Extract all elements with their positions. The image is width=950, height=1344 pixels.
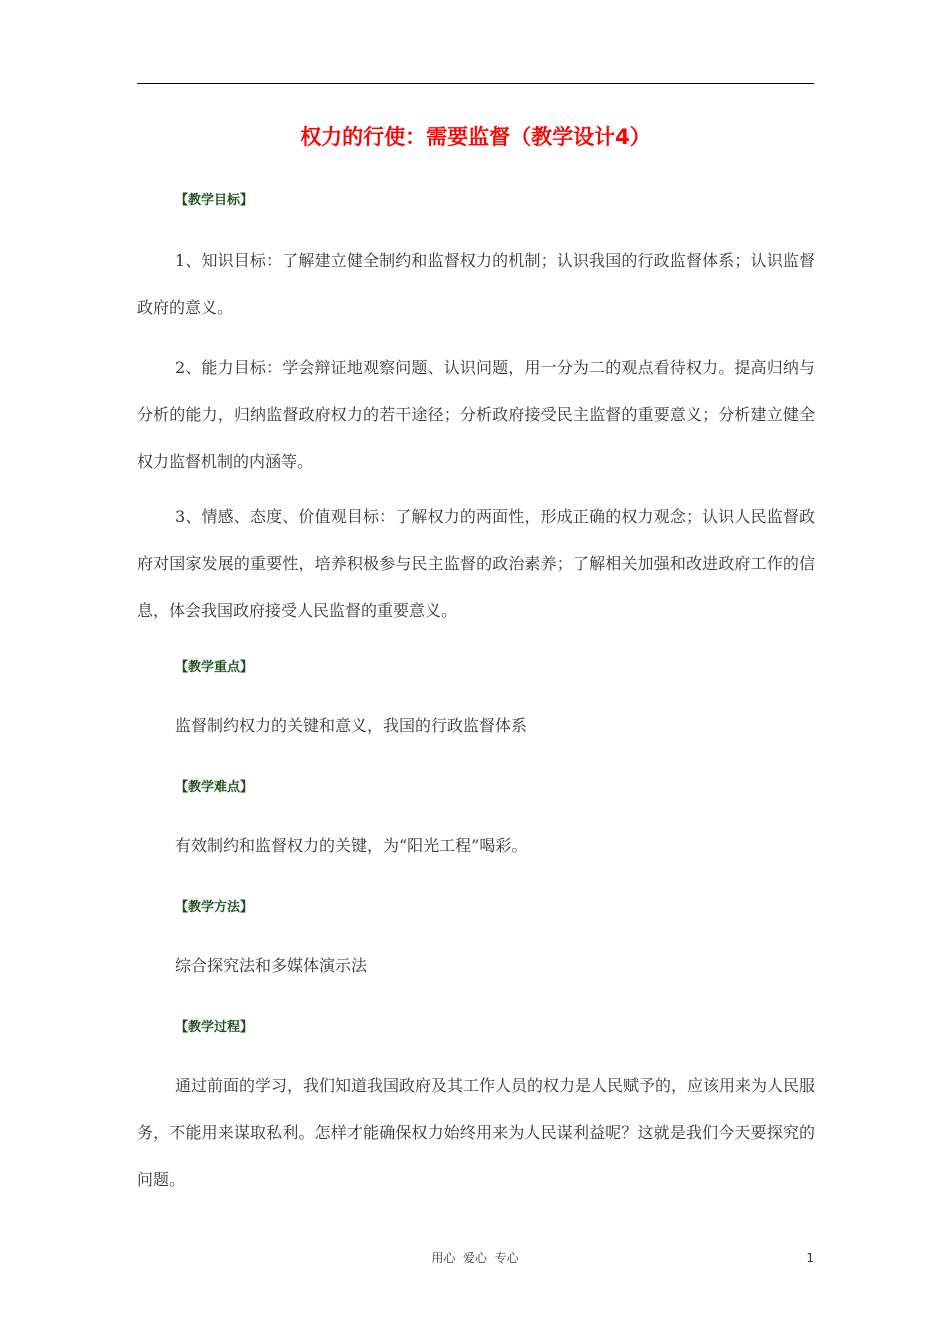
heading-key-points: 【教学重点】: [175, 660, 254, 675]
header-rule: [137, 83, 814, 84]
page-number: 1: [806, 1251, 814, 1265]
footer-motto: 用心 爱心 专心: [431, 1251, 519, 1265]
paragraph-emotion-objective: 3、情感、态度、价值观目标：了解权力的两面性，形成正确的权力观念；认识人民监督政府对国家发展的重要性，培养积极参与民主监督的政治素养；了解相关加强和改进政府工作的信息，体会我国政府接受人民监督的重要意义。: [137, 507, 815, 620]
heading-methods: 【教学方法】: [175, 900, 254, 915]
heading-difficulties: 【教学难点】: [175, 780, 254, 795]
difficulties-text: 有效制约和监督权力的关键，为“阳光工程”喝彩。: [175, 836, 528, 855]
paragraph-knowledge-objective: 1、知识目标：了解建立健全制约和监督权力的机制；认识我国的行政监督体系；认识监督政府的意义。: [137, 251, 815, 317]
key-points-text: 监督制约权力的关键和意义，我国的行政监督体系: [175, 716, 528, 735]
paragraph-ability-objective: 2、能力目标：学会辩证地观察问题、认识问题，用一分为二的观点看待权力。提高归纳与分析的能力，归纳监督政府权力的若干途径；分析政府接受民主监督的重要意义；分析建立健全权力监督机制的内涵等。: [137, 358, 815, 471]
heading-process: 【教学过程】: [175, 1020, 254, 1035]
methods-text: 综合探究法和多媒体演示法: [175, 956, 368, 975]
heading-objectives: 【教学目标】: [175, 193, 254, 208]
paragraph-process-intro: 通过前面的学习，我们知道我国政府及其工作人员的权力是人民赋予的，应该用来为人民服务，不能用来谋取私利。怎样才能确保权力始终用来为人民谋利益呢？这就是我们今天要探究的问题。: [137, 1076, 816, 1189]
page-footer: [0, 1248, 950, 1268]
document-title: 权力的行使：需要监督（教学设计4）: [300, 125, 651, 149]
